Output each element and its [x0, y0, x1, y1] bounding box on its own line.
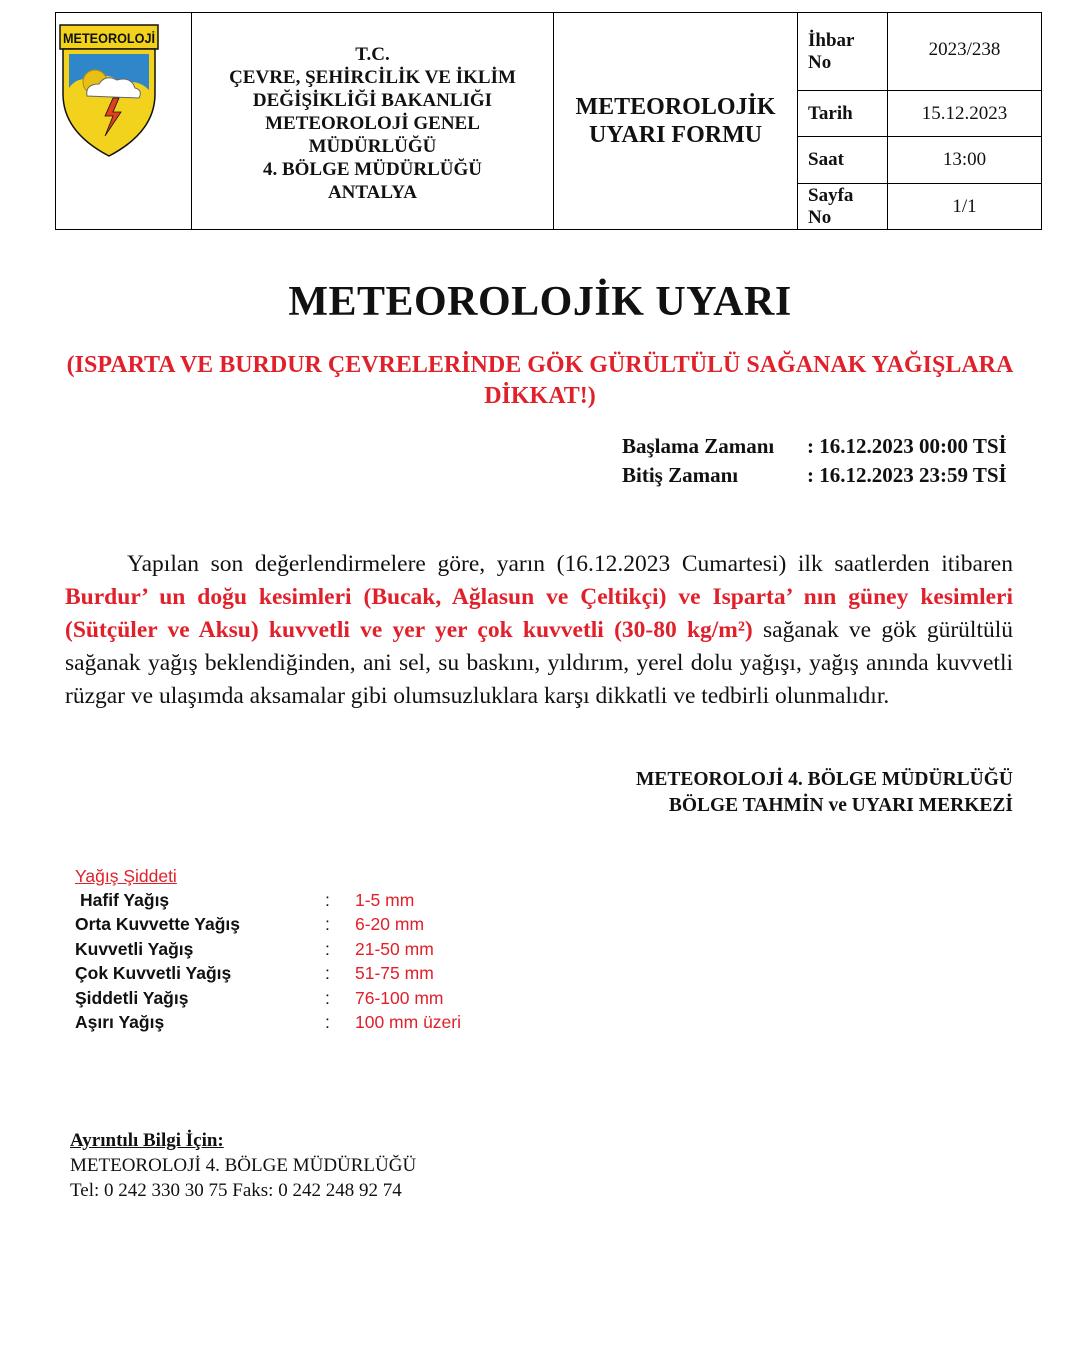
legend-row-name: Aşırı Yağış	[75, 1012, 165, 1033]
info-label: İhbar No	[798, 13, 888, 90]
info-row-tarih	[798, 91, 1041, 137]
precipitation-legend	[75, 864, 461, 1035]
legend-row-value: 76-100 mm	[355, 987, 444, 1008]
start-time-row	[622, 432, 1007, 461]
info-row-sayfa-no	[798, 184, 1041, 229]
info-value: 13:00	[942, 149, 987, 170]
body-text-part2: sağanak ve gök gürültülü sağanak yağış beklendiğinden, ani sel, su baskını, yıldırım, yerel dolu yağışı, yağış anında kuvvetli rüzgar ve ulaşımda aksamalar gibi olumsuzluklara karşı dikkatli ve tedbirli olunmalıdır.	[65, 617, 1013, 709]
info-label: Saat	[798, 137, 888, 183]
info-label: Sayfa No	[798, 184, 888, 229]
time-block	[622, 432, 1007, 490]
signature-block	[636, 767, 1013, 819]
legend-row	[75, 913, 461, 938]
ministry-line: MÜDÜRLÜĞÜ	[308, 135, 437, 157]
warning-subtitle: (ISPARTA VE BURDUR ÇEVRELERİNDE GÖK GÜRÜLTÜLÜ SAĞANAK YAĞIŞLARA DİKKAT!)	[66, 352, 1014, 409]
info-value: 2023/238	[928, 39, 1001, 60]
start-time-label: Başlama Zamanı	[622, 434, 775, 458]
info-label: Tarih	[798, 91, 888, 136]
legend-colon: :	[325, 963, 330, 984]
legend-row-value: 51-75 mm	[355, 963, 434, 984]
legend-colon: :	[325, 938, 330, 959]
legend-row-value: 100 mm üzeri	[355, 1012, 462, 1033]
form-title	[575, 93, 775, 149]
end-time-label: Bitiş Zamanı	[622, 463, 739, 487]
end-time-row	[622, 461, 1007, 490]
signature-line: METEOROLOJİ 4. BÖLGE MÜDÜRLÜĞÜ	[635, 769, 1013, 790]
legend-colon: :	[325, 889, 330, 910]
form-header	[55, 12, 1042, 230]
ministry-cell	[192, 13, 554, 229]
form-title-cell	[554, 13, 798, 229]
start-time-value: : 16.12.2023 00:00 TSİ	[807, 434, 1007, 458]
info-value: 15.12.2023	[921, 102, 1008, 124]
footer-office: METEOROLOJİ 4. BÖLGE MÜDÜRLÜĞÜ	[70, 1155, 417, 1176]
legend-row-name: Kuvvetli Yağış	[75, 938, 194, 959]
info-row-saat	[798, 137, 1041, 184]
signature-line: BÖLGE TAHMİN ve UYARI MERKEZİ	[668, 795, 1013, 816]
page-title: METEOROLOJİK UYARI	[288, 279, 792, 325]
legend-colon: :	[325, 987, 330, 1008]
warning-body	[65, 548, 1013, 713]
meteoroloji-logo	[59, 24, 159, 160]
contact-footer	[70, 1128, 416, 1203]
legend-title: Yağış Şiddeti	[75, 866, 177, 886]
info-table	[798, 13, 1041, 229]
legend-row	[75, 888, 461, 913]
legend-row-name: Hafif Yağış	[80, 889, 170, 910]
footer-phone: Tel: 0 242 330 30 75 Faks: 0 242 248 92 74	[70, 1180, 402, 1201]
ministry-name	[229, 39, 516, 204]
body-highlight: Burdur’ un doğu kesimleri (Bucak, Ağlasun ve Çeltikçi) ve Isparta’ nın güney kesimleri (Sütçüler ve Aksu) kuvvetli ve yer yer çok kuvvetli (30-80 kg/m²)	[65, 584, 1013, 643]
info-value: 1/1	[952, 195, 977, 217]
legend-row-value: 21-50 mm	[355, 938, 434, 959]
legend-row-name: Şiddetli Yağış	[75, 987, 189, 1008]
legend-row-value: 6-20 mm	[355, 914, 425, 935]
ministry-line: ANTALYA	[327, 181, 418, 203]
end-time-value: : 16.12.2023 23:59 TSİ	[807, 463, 1007, 487]
body-text-part1: Yapılan son değerlendirmelere göre, yarın (16.12.2023 Cumartesi) ilk saatlerden itibaren	[127, 551, 1013, 577]
ministry-line: DEĞİŞİKLİĞİ BAKANLIĞI	[252, 89, 493, 111]
legend-row-name: Orta Kuvvette Yağış	[75, 914, 241, 935]
form-title-line: UYARI FORMU	[588, 122, 763, 148]
footer-title: Ayrıntılı Bilgi İçin:	[70, 1130, 224, 1151]
legend-row	[75, 937, 461, 962]
ministry-line: T.C.	[355, 43, 390, 65]
legend-row-value: 1-5 mm	[355, 889, 415, 910]
form-title-line: METEOROLOJİK	[575, 94, 776, 120]
logo-text: METEOROLOJİ	[63, 30, 155, 46]
legend-colon: :	[325, 1012, 330, 1033]
info-row-ihbar-no	[798, 13, 1041, 91]
ministry-line: ÇEVRE, ŞEHİRCİLİK VE İKLİM	[229, 66, 516, 88]
legend-colon: :	[325, 914, 330, 935]
legend-row	[75, 1011, 461, 1036]
legend-row	[75, 986, 461, 1011]
legend-row	[75, 962, 461, 987]
ministry-line: 4. BÖLGE MÜDÜRLÜĞÜ	[262, 158, 483, 180]
logo-cell	[56, 13, 192, 229]
ministry-line: METEOROLOJİ GENEL	[265, 112, 480, 134]
legend-row-name: Çok Kuvvetli Yağış	[75, 963, 232, 984]
